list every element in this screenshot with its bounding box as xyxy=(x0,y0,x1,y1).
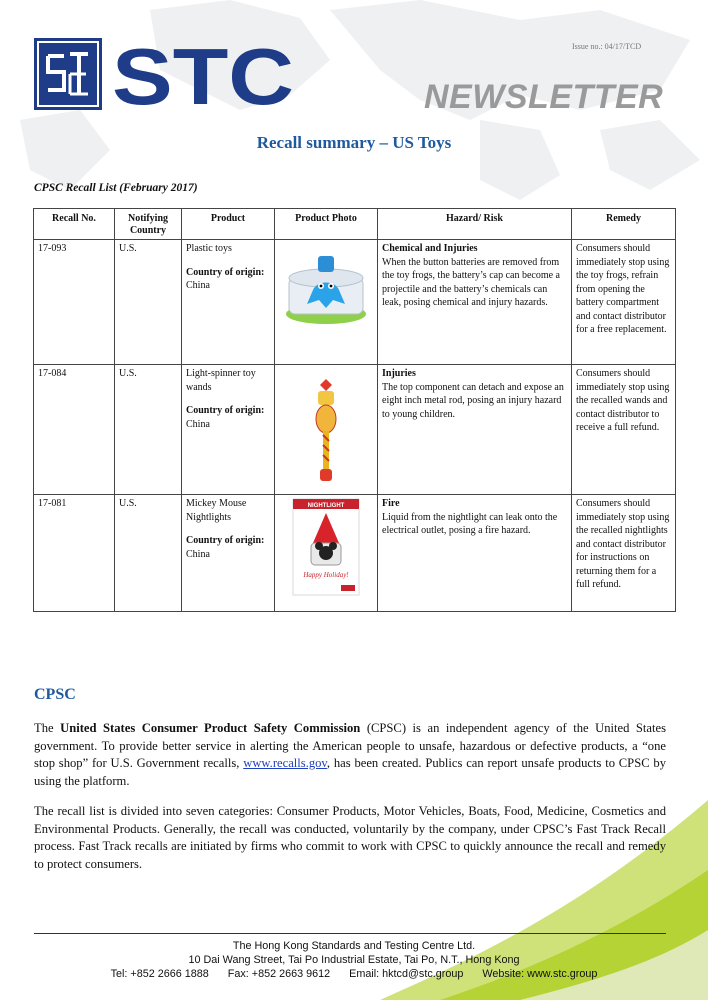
photo-cell xyxy=(275,495,378,612)
header-recall-no: Recall No. xyxy=(34,209,115,240)
country: U.S. xyxy=(115,365,182,495)
origin xyxy=(186,404,270,431)
logo-wordmark: STC xyxy=(112,38,294,110)
table-header-row xyxy=(34,209,676,240)
p1-text-c: , has been created. Publics can report unsafe products to CPSC by using the platform. xyxy=(34,756,666,788)
nightlight-package-photo xyxy=(291,497,361,597)
package-label-top: NIGHTLIGHT xyxy=(307,503,345,509)
cpsc-heading: CPSC xyxy=(34,686,76,703)
header-remedy: Remedy xyxy=(572,209,676,240)
origin xyxy=(186,266,270,293)
footer-email: Email: hktcd@stc.group xyxy=(349,968,464,980)
header-photo: Product Photo xyxy=(275,209,378,240)
remedy: Consumers should immediately stop using the toy frogs, refrain from opening the battery compartment and contact distributor for a free replacement. xyxy=(572,240,676,365)
recall-no: 17-093 xyxy=(34,240,115,365)
issue-number: Issue no.: 04/17/TCD xyxy=(572,42,642,51)
recall-no: 17-084 xyxy=(34,365,115,495)
country: U.S. xyxy=(115,240,182,365)
table-row xyxy=(34,495,676,612)
hazard-title: Fire xyxy=(382,498,400,509)
header-hazard: Hazard/ Risk xyxy=(378,209,572,240)
recall-no: 17-081 xyxy=(34,495,115,612)
hazard-title: Injuries xyxy=(382,368,416,379)
toy-frog-photo xyxy=(283,242,369,332)
hazard-text: Liquid from the nightlight can leak onto the electrical outlet, posing a fire hazard. xyxy=(382,511,558,536)
product-name: Light-spinner toy wands xyxy=(186,368,256,393)
remedy: Consumers should immediately stop using the recalled nightlights and contact distributor for instructions on returning them for a full refund. xyxy=(572,495,676,612)
hazard-cell xyxy=(378,240,572,365)
p1-agency-name: United States Consumer Product Safety Commission xyxy=(60,721,361,735)
origin-value: China xyxy=(186,548,210,560)
hazard-cell xyxy=(378,495,572,612)
origin-value: China xyxy=(186,280,210,291)
footer-divider xyxy=(34,933,666,934)
hazard-title: Chemical and Injuries xyxy=(382,243,478,254)
p1-text-b: (CPSC) is an independent agency of the United States government. To provide better service in alerting the American people to unsafe, hazardous or defective products, a “one stop shop” for U.S. Government recalls, xyxy=(34,721,667,770)
product-cell xyxy=(182,240,275,365)
hazard-text: When the button batteries are removed from the toy frogs, the battery’s cap can become a projectile and the battery’s chemicals can leak, posing chemical and injury hazards. xyxy=(382,256,560,308)
header-country: Notifying Country xyxy=(115,209,182,240)
table-row xyxy=(34,365,676,495)
origin-label: Country of origin: xyxy=(186,266,265,278)
origin xyxy=(186,534,270,561)
hazard-cell xyxy=(378,365,572,495)
origin-value: China xyxy=(186,418,210,430)
header-product: Product xyxy=(182,209,275,240)
footer-address: 10 Dai Wang Street, Tai Po Industrial Estate, Tai Po, N.T., Hong Kong xyxy=(188,954,520,966)
remedy: Consumers should immediately stop using the recalled wands and contact distributor to receive a full refund. xyxy=(572,365,676,495)
footer-tel: Tel: +852 2666 1888 xyxy=(110,968,209,980)
package-label-bottom: Happy Holiday! xyxy=(303,571,349,579)
hazard-text: The top component can detach and expose an eight inch metal rod, posing an injury hazard to young children. xyxy=(382,381,564,420)
footer-fax: Fax: +852 2663 9612 xyxy=(227,968,331,980)
light-spinner-wand-photo xyxy=(306,375,346,485)
p1-text-a: The xyxy=(34,721,61,735)
photo-cell xyxy=(275,240,378,365)
newsletter-heading: NEWSLETTER xyxy=(424,78,664,116)
footer-contacts xyxy=(0,968,708,980)
origin-label: Country of origin: xyxy=(186,535,265,546)
footer-company: The Hong Kong Standards and Testing Centre Ltd. xyxy=(232,940,476,952)
cpsc-paragraph-1 xyxy=(34,720,666,790)
photo-cell xyxy=(275,365,378,495)
recalls-gov-link[interactable]: www.recalls.gov xyxy=(243,756,327,770)
country: U.S. xyxy=(115,495,182,612)
footer-website: Website: www.stc.group xyxy=(482,968,598,980)
product-cell xyxy=(182,365,275,495)
recall-table xyxy=(33,208,676,612)
page-title: Recall summary – US Toys xyxy=(256,133,452,152)
cpsc-paragraph-2: The recall list is divided into seven categories: Consumer Products, Motor Vehicles, Boats, Food, Medicine, Cosmetics and Environmental Products. Generally, the recall was conducted, voluntarily by the company, under CPSC’s Fast Track Recall process. Fast Track recalls are initiated by firms who commit to work with CPSC to quickly announce the recall and remedy to protect consumers. xyxy=(34,804,666,871)
product-name: Plastic toys xyxy=(186,243,232,254)
origin-label: Country of origin: xyxy=(186,405,265,416)
recall-list-title: CPSC Recall List (February 2017) xyxy=(34,182,198,194)
product-name: Mickey Mouse Nightlights xyxy=(186,498,247,523)
product-cell xyxy=(182,495,275,612)
table-row xyxy=(34,240,676,365)
stc-logo xyxy=(34,38,296,110)
